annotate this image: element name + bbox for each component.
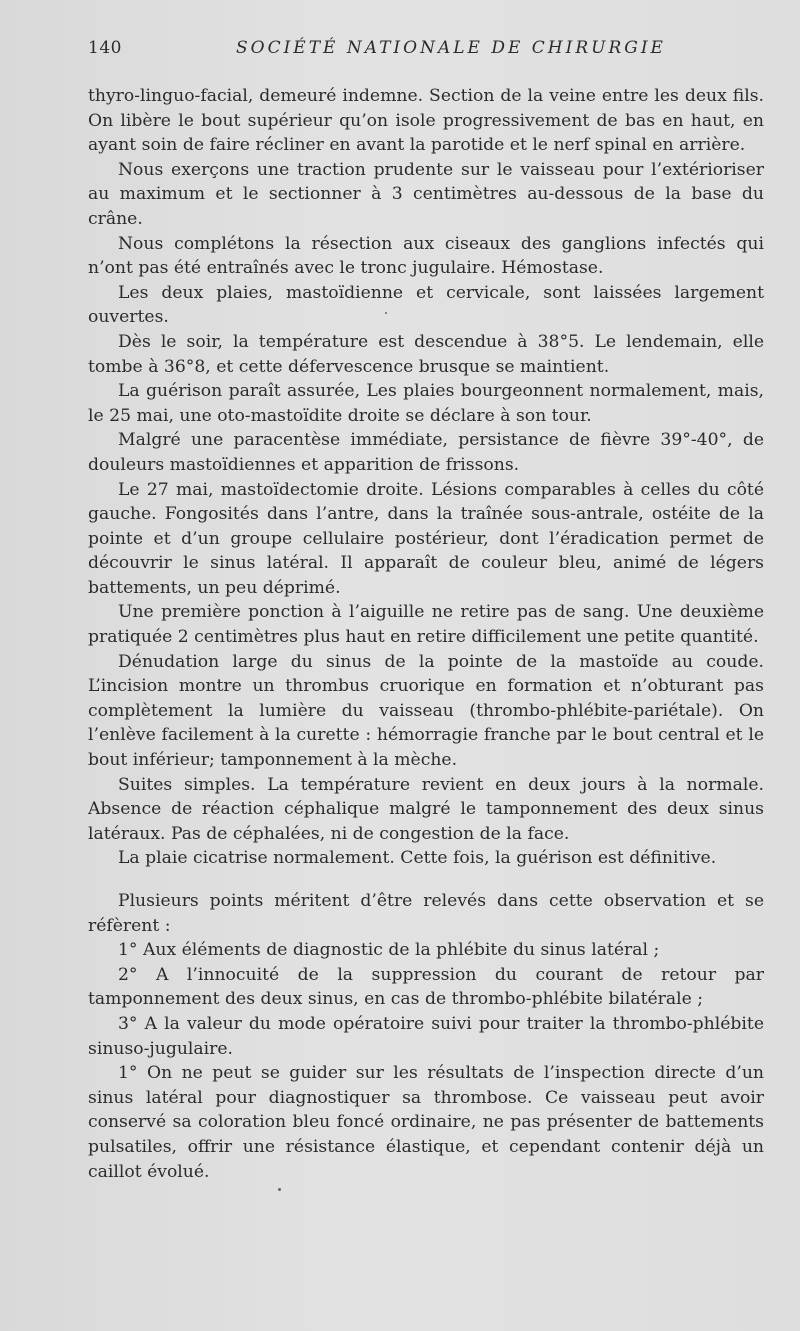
paragraph: La guérison paraît assurée, Les plaies bourgeonnent normalement, mais, le 25 mai, une oto-mastoïdite droite se déclare à son tour. (88, 381, 764, 426)
paragraph: Nous exerçons une traction prudente sur le vaisseau pour l’extérioriser au maximum et le sectionner à 3 centimètres au-dessous de la base du crâne. (88, 159, 764, 229)
paragraph: Dénudation large du sinus de la pointe de la mastoïde au coude. L’incision montre un thrombus cruorique en formation et n’obturant pas complètement la lumière du vaisseau (thrombo-phlébite-pariétale). On l’enlève facilement à la curette : hémorragie franche par le bout central et le bout inférieur; tamponnement à la mèche. (88, 651, 764, 771)
paragraph: Suites simples. La température revient en deux jours à la normale. Absence de réaction céphalique malgré le tamponnement des deux sinus latéraux. Pas de céphalées, ni de congestion de la face. (88, 774, 764, 844)
paragraph: La plaie cicatrise normalement. Cette fois, la guérison est définitive. (118, 848, 717, 869)
paragraph: 1° On ne peut se guider sur les résultats de l’inspection directe d’un sinus latéral pour diagnostiquer sa thrombose. Ce vaisseau peut avoir conservé sa coloration bleu foncé ordinaire, ne pas présenter de battements pulsatiles, offrir une résistance élastique, et cependant contenir déjà un caillot évolué. (88, 1063, 764, 1182)
paragraph: Nous complétons la résection aux ciseaux des ganglions infectés qui n’ont pas été entraînés avec le tronc jugulaire. Hémostase. (88, 233, 764, 279)
list-item: 2° A l’innocuité de la suppression du courant de retour par tamponnement des deux sinus, en cas de thrombo-phlébite bilatérale ; (88, 964, 764, 1010)
ink-speck (385, 312, 387, 314)
list-item: 1° Aux éléments de diagnostic de la phlébite du sinus latéral ; (118, 940, 660, 961)
page-number: 140 (88, 38, 122, 58)
paragraph: thyro-linguo-facial, demeuré indemne. Section de la veine entre les deux fils. On libère le bout supérieur qu’on isole progressivement de bas en haut, en ayant soin de faire récliner en avant la parotide et le nerf spinal en arrière. (88, 86, 764, 156)
ink-speck (278, 1188, 281, 1191)
running-title: SOCIÉTÉ NATIONALE DE CHIRURGIE (236, 38, 666, 58)
body-text (88, 84, 764, 1184)
paragraph: Les deux plaies, mastoïdienne et cervicale, sont laissées largement ouvertes. (88, 282, 764, 328)
page-header (88, 38, 762, 68)
paragraph: Dès le soir, la température est descendue à 38°5. Le lendemain, elle tombe à 36°8, et cette défervescence brusque se maintient. (88, 331, 764, 377)
paragraph: Une première ponction à l’aiguille ne retire pas de sang. Une deuxième pratiquée 2 centimètres plus haut en retire difficilement une petite quantité. (88, 602, 764, 648)
paragraph: Le 27 mai, mastoïdectomie droite. Lésions comparables à celles du côté gauche. Fongosités dans l’antre, dans la traînée sous-antrale, ostéite de la pointe et d’un groupe cellulaire postérieur, dont l’éradication permet de découvrir le sinus latéral. Il apparaît de couleur bleu, animé de légers battements, un peu déprimé. (88, 479, 764, 598)
paragraph: Plusieurs points méritent d’être relevés dans cette observation et se réfèrent : (88, 891, 764, 936)
list-item: 3° A la valeur du mode opératoire suivi pour traiter la thrombo-phlébite sinuso-jugulaire. (88, 1013, 764, 1059)
paragraph: Malgré une paracentèse immédiate, persistance de fièvre 39°-40°, de douleurs mastoïdiennes et apparition de frissons. (88, 430, 764, 475)
